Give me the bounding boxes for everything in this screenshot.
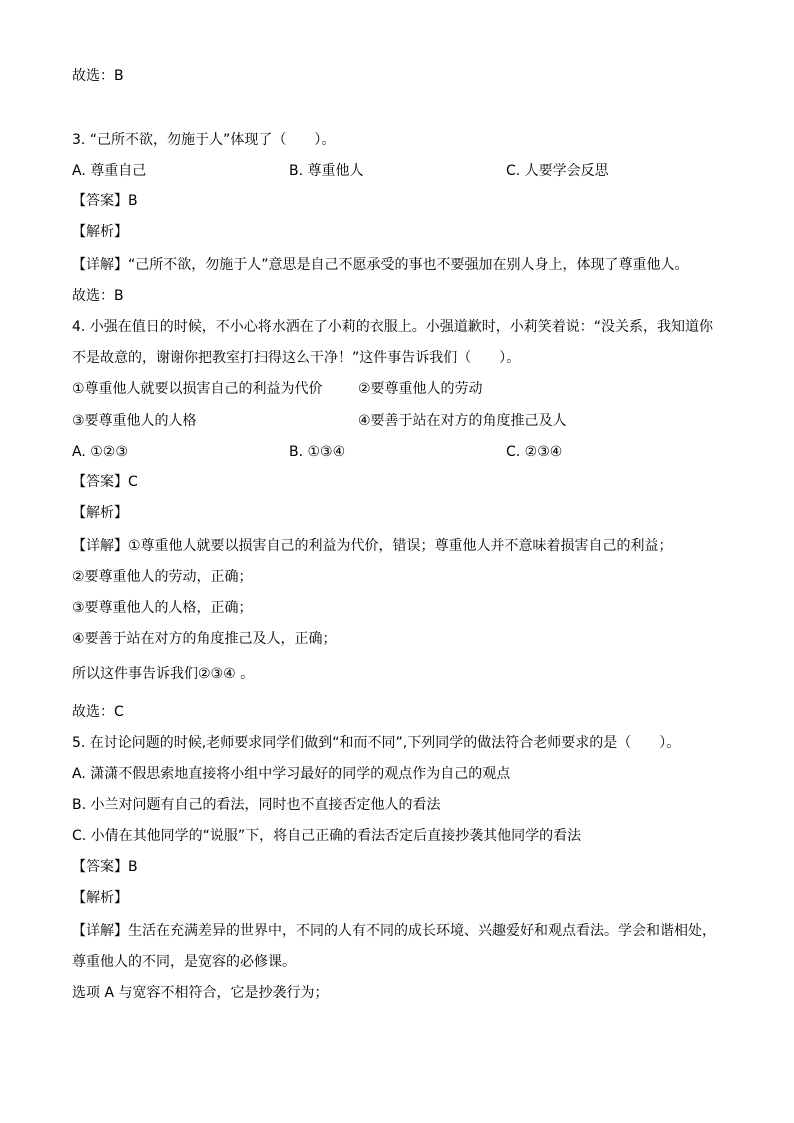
q4-detail-line4: ④要善于站在对方的角度推己及人，正确； — [72, 631, 337, 647]
q4-statement-3: ③要尊重他人的人格 — [72, 413, 197, 429]
q4-option-c: C. ②③④ — [506, 444, 563, 460]
q4-answer: 【答案】C — [72, 474, 138, 490]
q4-option-b: B. ①③④ — [289, 444, 346, 460]
q4-detail-line5: 所以这件事告诉我们②③④ 。 — [72, 666, 255, 682]
q4-detail-line2: ②要尊重他人的劳动，正确； — [72, 569, 253, 585]
q5-detail-line3: 选项 A 与宽容不相符合，它是抄袭行为； — [72, 985, 329, 1001]
q4-statement-4: ④要善于站在对方的角度推己及人 — [358, 413, 567, 429]
q4-statement-1: ①尊重他人就要以损害自己的利益为代价 — [72, 381, 323, 397]
q5-detail-line1: 【详解】生活在充满差异的世界中，不同的人有不同的成长环境、兴趣爱好和观点看法。学会和谐相处， — [72, 923, 716, 939]
q5-answer: 【答案】B — [72, 859, 138, 875]
q4-choice: 故选：C — [72, 704, 124, 720]
q3-answer: 【答案】B — [72, 193, 138, 209]
q4-stem-line1: 4. 小强在值日的时候，不小心将水洒在了小莉的衣服上。小强道歉时，小莉笑着说：“没关系，我知道你 — [72, 319, 714, 335]
q5-option-b: B. 小兰对问题有自己的看法，同时也不直接否定他人的看法 — [72, 797, 441, 813]
q3-detail: 【详解】“己所不欲，勿施于人”意思是自己不愿承受的事也不要强加在别人身上，体现了尊重他人。 — [72, 257, 689, 273]
q3-option-b: B. 尊重他人 — [289, 163, 364, 179]
q4-option-a: A. ①②③ — [72, 444, 128, 460]
q3-option-c: C. 人要学会反思 — [506, 163, 609, 179]
q3-analysis: 【解析】 — [72, 224, 128, 240]
q4-detail-line3: ③要尊重他人的人格，正确； — [72, 600, 253, 616]
q3-stem: 3. “己所不欲，勿施于人”体现了（ ）。 — [72, 132, 336, 148]
q3-option-a: A. 尊重自己 — [72, 163, 147, 179]
q5-stem: 5. 在讨论问题的时候,老师要求同学们做到“和而不同”,下列同学的做法符合老师要求的是（ ）。 — [72, 735, 681, 751]
q5-option-a: A. 潇潇不假思索地直接将小组中学习最好的同学的观点作为自己的观点 — [72, 766, 511, 782]
q3-choice: 故选：B — [72, 288, 124, 304]
q5-analysis: 【解析】 — [72, 890, 128, 906]
prev-choice: 故选：B — [72, 68, 124, 84]
q4-stem-line2: 不是故意的，谢谢你把教室打扫得这么干净！”这件事告诉我们（ ）。 — [72, 350, 521, 366]
q4-detail-line1: 【详解】①尊重他人就要以损害自己的利益为代价，错误；尊重他人并不意味着损害自己的利益； — [72, 538, 673, 554]
q5-detail-line2: 尊重他人的不同，是宽容的必修课。 — [72, 954, 296, 970]
q4-statement-2: ②要尊重他人的劳动 — [358, 381, 483, 397]
q4-analysis: 【解析】 — [72, 505, 128, 521]
q5-option-c: C. 小倩在其他同学的“说服”下，将自己正确的看法否定后直接抄袭其他同学的看法 — [72, 828, 582, 844]
